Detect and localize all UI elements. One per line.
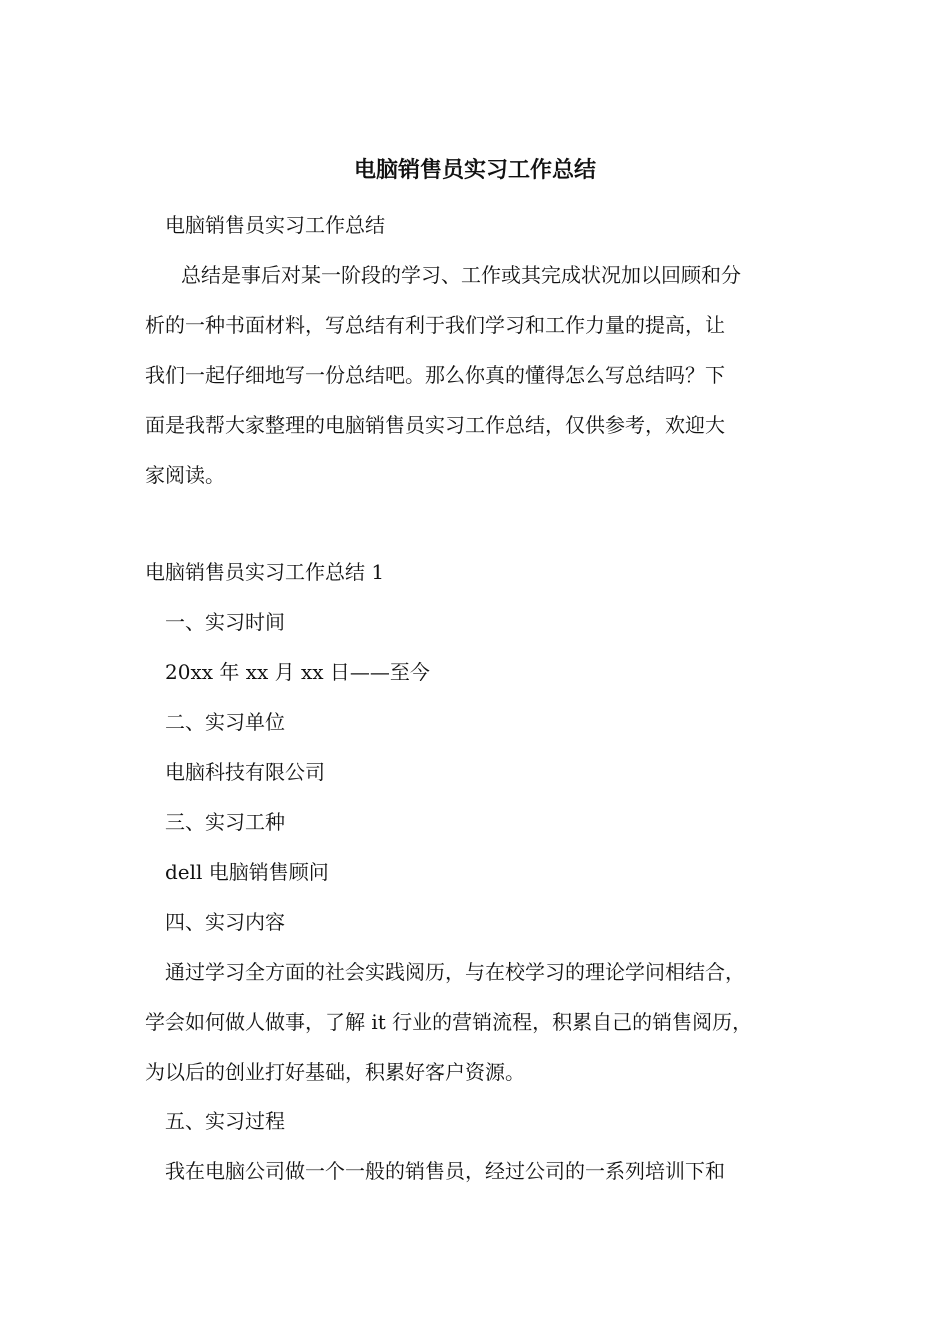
content-line-3: 为以后的创业打好基础，积累好客户资源。	[145, 1060, 525, 1084]
item-heading-job: 三、实习工种	[165, 810, 285, 834]
item-heading-time: 一、实习时间	[165, 610, 285, 634]
item-value-unit: 电脑科技有限公司	[165, 760, 325, 784]
intro-line-5: 家阅读。	[145, 463, 225, 487]
item-heading-content: 四、实习内容	[165, 910, 285, 934]
intro-line-1: 总结是事后对某一阶段的学习、工作或其完成状况加以回顾和分	[181, 263, 741, 287]
content-line-1: 通过学习全方面的社会实践阅历，与在校学习的理论学问相结合，	[165, 960, 745, 984]
section-heading: 电脑销售员实习工作总结 1	[145, 560, 385, 584]
content-line-2: 学会如何做人做事，了解 it 行业的营销流程，积累自己的销售阅历，	[145, 1010, 753, 1034]
item-value-job: dell 电脑销售顾问	[165, 860, 329, 884]
intro-line-4: 面是我帮大家整理的电脑销售员实习工作总结，仅供参考，欢迎大	[145, 413, 725, 437]
intro-line-3: 我们一起仔细地写一份总结吧。那么你真的懂得怎么写总结吗？下	[145, 363, 725, 387]
process-line-1: 我在电脑公司做一个一般的销售员，经过公司的一系列培训下和	[165, 1159, 725, 1183]
process-heading: 五、实习过程	[165, 1109, 285, 1133]
document-title: 电脑销售员实习工作总结	[353, 157, 596, 183]
item-value-time: 20xx 年 xx 月 xx 日——至今	[165, 660, 430, 684]
intro-line-2: 析的一种书面材料，写总结有利于我们学习和工作力量的提高，让	[145, 313, 725, 337]
document-subtitle: 电脑销售员实习工作总结	[165, 213, 385, 237]
item-heading-unit: 二、实习单位	[165, 710, 285, 734]
